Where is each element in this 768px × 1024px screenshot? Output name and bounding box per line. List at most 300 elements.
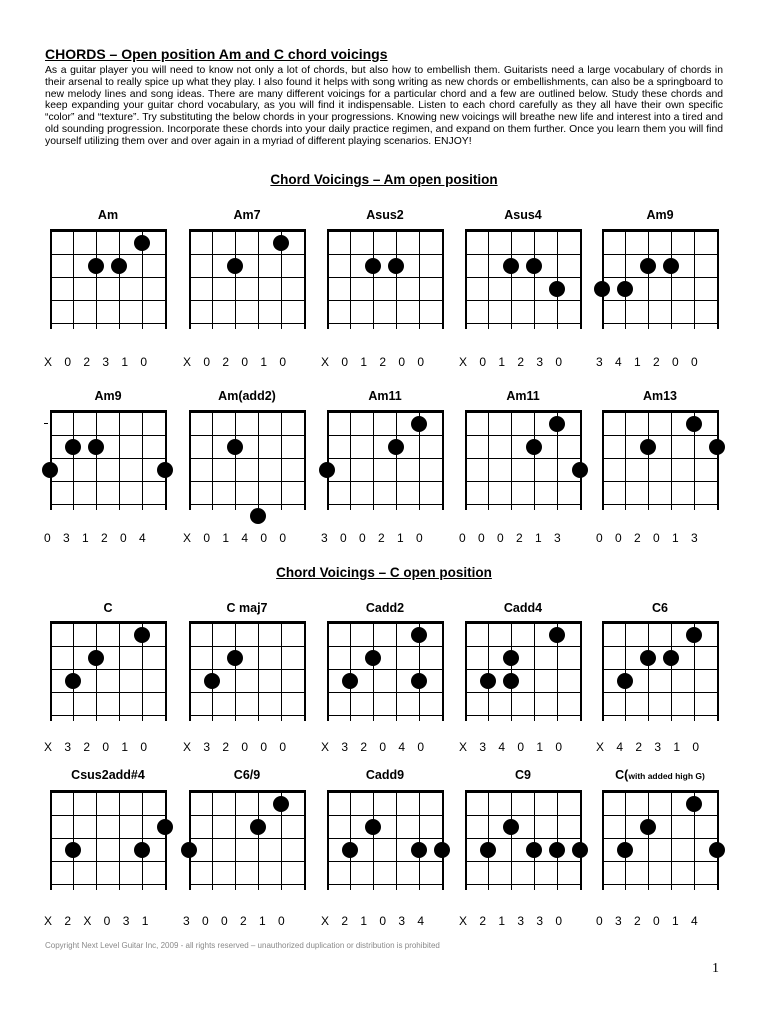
finger-dot — [686, 796, 702, 812]
finger-dot — [134, 842, 150, 858]
nut — [465, 621, 581, 624]
string-line — [235, 621, 236, 721]
chord-diagram — [189, 621, 305, 721]
fret-line — [50, 669, 166, 670]
finger-dot — [503, 673, 519, 689]
string-line — [557, 790, 558, 890]
string-line — [534, 410, 535, 510]
fret-line — [327, 861, 443, 862]
fingering-label: 0 0 0 2 1 3 — [459, 531, 561, 545]
nut — [465, 410, 581, 413]
finger-dot — [273, 796, 289, 812]
fingering-label: X 3 2 0 0 0 — [183, 740, 287, 754]
chord-name — [585, 208, 735, 222]
fret-line — [327, 481, 443, 482]
fret-line — [50, 504, 166, 505]
chord-name — [310, 768, 460, 782]
fret-line — [602, 815, 718, 816]
fret-line — [602, 838, 718, 839]
fret-line — [465, 884, 581, 885]
fret-line — [465, 435, 581, 436]
string-line — [212, 621, 213, 721]
fret-line — [50, 458, 166, 459]
fret-line — [327, 254, 443, 255]
chord-name-text: Cadd9 — [365, 768, 405, 782]
chord-diagram — [327, 410, 443, 510]
finger-dot — [365, 650, 381, 666]
chord-name — [310, 389, 460, 403]
string-line — [396, 410, 397, 510]
string-line — [189, 621, 191, 721]
chord-diagram — [189, 410, 305, 510]
chord-diagram — [189, 229, 305, 329]
fingering-label: X 3 2 0 4 0 — [321, 740, 425, 754]
fret-line — [50, 254, 166, 255]
string-line — [396, 621, 397, 721]
finger-dot — [686, 416, 702, 432]
string-line — [625, 229, 626, 329]
chord-diagram — [327, 790, 443, 890]
finger-dot — [617, 842, 633, 858]
chord-name — [585, 768, 735, 782]
finger-dot — [503, 650, 519, 666]
chord-name-text: Cadd4 — [503, 601, 543, 615]
fret-line — [189, 692, 305, 693]
chord-name — [33, 601, 183, 615]
chord-name — [172, 389, 322, 403]
string-line — [350, 621, 351, 721]
fret-line — [465, 861, 581, 862]
fret-line — [327, 300, 443, 301]
fret-line — [327, 323, 443, 324]
chord-diagram — [602, 410, 718, 510]
fret-line — [50, 300, 166, 301]
finger-dot — [250, 508, 266, 524]
chord-name-text: Asus4 — [504, 208, 542, 222]
fret-line — [602, 458, 718, 459]
fret-line — [50, 715, 166, 716]
fingering-label: X 2 1 3 3 0 — [459, 914, 563, 928]
string-line — [304, 410, 306, 510]
finger-dot — [640, 819, 656, 835]
fingering-label: X 0 2 3 1 0 — [44, 355, 148, 369]
string-line — [511, 410, 512, 510]
chord-diagram — [189, 790, 305, 890]
finger-dot — [204, 673, 220, 689]
finger-dot — [365, 819, 381, 835]
fret-line — [327, 715, 443, 716]
finger-dot — [572, 842, 588, 858]
string-line — [165, 229, 167, 329]
string-line — [304, 229, 306, 329]
fret-line — [189, 323, 305, 324]
fret-line — [327, 838, 443, 839]
fingering-label: X 2 1 0 3 4 — [321, 914, 425, 928]
string-line — [534, 621, 535, 721]
fret-line — [189, 300, 305, 301]
string-line — [534, 229, 535, 329]
fret-line — [602, 692, 718, 693]
string-line — [511, 621, 512, 721]
string-line — [602, 229, 604, 329]
fingering-label: 0 0 2 0 1 3 — [596, 531, 698, 545]
string-line — [419, 790, 420, 890]
string-line — [648, 790, 649, 890]
fret-line — [189, 254, 305, 255]
string-line — [419, 229, 420, 329]
chord-name — [310, 208, 460, 222]
string-line — [625, 621, 626, 721]
string-line — [625, 790, 626, 890]
string-line — [189, 410, 191, 510]
fret-line — [602, 277, 718, 278]
fret-line — [189, 815, 305, 816]
string-line — [580, 790, 582, 890]
fret-line — [327, 669, 443, 670]
chord-name-text: C6 — [652, 601, 668, 615]
finger-dot — [411, 627, 427, 643]
string-line — [465, 621, 467, 721]
finger-dot — [319, 462, 335, 478]
string-line — [212, 410, 213, 510]
chord-name-text: C — [103, 601, 113, 615]
chord-name-text: Am9 — [646, 208, 674, 222]
string-line — [442, 410, 444, 510]
finger-dot — [480, 673, 496, 689]
fret-line — [465, 254, 581, 255]
string-line — [580, 410, 582, 510]
chord-name — [310, 601, 460, 615]
fret-line — [50, 861, 166, 862]
string-line — [142, 790, 143, 890]
string-line — [165, 410, 167, 510]
fret-line — [50, 323, 166, 324]
finger-dot — [480, 842, 496, 858]
chord-name — [448, 208, 598, 222]
fingering-label: X 0 1 4 0 0 — [183, 531, 287, 545]
nut — [327, 410, 443, 413]
string-line — [488, 229, 489, 329]
fret-line — [602, 669, 718, 670]
string-line — [442, 621, 444, 721]
fret-line — [327, 277, 443, 278]
finger-dot — [273, 235, 289, 251]
chord-diagram — [327, 621, 443, 721]
fret-line — [465, 277, 581, 278]
string-line — [119, 790, 120, 890]
finger-dot — [227, 650, 243, 666]
string-line — [557, 229, 558, 329]
chord-name — [172, 768, 322, 782]
nut — [465, 229, 581, 232]
finger-dot — [88, 258, 104, 274]
finger-dot — [572, 462, 588, 478]
fingering-label: X 4 2 3 1 0 — [596, 740, 700, 754]
string-line — [625, 410, 626, 510]
finger-dot — [342, 673, 358, 689]
string-line — [671, 229, 672, 329]
finger-dot — [549, 627, 565, 643]
finger-dot — [411, 416, 427, 432]
string-line — [50, 229, 52, 329]
string-line — [119, 410, 120, 510]
finger-dot — [549, 281, 565, 297]
string-line — [511, 790, 512, 890]
fret-line — [602, 646, 718, 647]
fret-line — [50, 838, 166, 839]
fret-line — [327, 435, 443, 436]
string-line — [50, 790, 52, 890]
page-number: 1 — [712, 961, 719, 976]
finger-dot — [250, 819, 266, 835]
fret-line — [327, 884, 443, 885]
section-heading-am: Chord Voicings – Am open position — [270, 172, 498, 187]
fret-line — [465, 815, 581, 816]
chord-name — [585, 601, 735, 615]
string-line — [465, 410, 467, 510]
chord-name-suffix: with added high G) — [628, 771, 705, 781]
nut — [602, 621, 718, 624]
nut — [602, 410, 718, 413]
fingering-label: 3 4 1 2 0 0 — [596, 355, 698, 369]
fret-line — [602, 861, 718, 862]
fret-line — [602, 323, 718, 324]
finger-dot — [526, 258, 542, 274]
finger-dot — [181, 842, 197, 858]
fret-line — [50, 884, 166, 885]
string-line — [212, 229, 213, 329]
string-line — [96, 621, 97, 721]
fingering-label: X 3 4 0 1 0 — [459, 740, 563, 754]
nut — [602, 790, 718, 793]
string-line — [442, 229, 444, 329]
fret-line — [465, 481, 581, 482]
finger-dot — [549, 416, 565, 432]
finger-dot — [88, 650, 104, 666]
finger-dot — [388, 439, 404, 455]
finger-dot — [227, 439, 243, 455]
string-line — [373, 790, 374, 890]
string-line — [602, 621, 604, 721]
nut — [50, 410, 166, 413]
finger-dot — [434, 842, 450, 858]
chord-diagram — [602, 621, 718, 721]
fingering-label: 3 0 0 2 1 0 — [321, 531, 423, 545]
string-line — [717, 790, 719, 890]
string-line — [671, 410, 672, 510]
fret-line — [327, 692, 443, 693]
finger-dot — [411, 673, 427, 689]
nut — [50, 229, 166, 232]
string-line — [50, 621, 52, 721]
fingering-label: X 0 2 0 1 0 — [183, 355, 287, 369]
finger-dot — [640, 258, 656, 274]
string-line — [73, 410, 74, 510]
chord-name-text: Am9 — [94, 389, 122, 403]
finger-dot — [549, 842, 565, 858]
chord-name — [172, 208, 322, 222]
string-line — [235, 790, 236, 890]
fret-line — [189, 884, 305, 885]
string-line — [671, 790, 672, 890]
string-line — [534, 790, 535, 890]
chord-name-text: Cadd2 — [365, 601, 405, 615]
string-line — [350, 410, 351, 510]
nut — [189, 621, 305, 624]
chord-diagram — [50, 621, 166, 721]
string-line — [327, 410, 329, 510]
finger-dot — [134, 235, 150, 251]
string-line — [511, 229, 512, 329]
finger-dot — [663, 258, 679, 274]
string-line — [327, 229, 329, 329]
chord-diagram — [50, 790, 166, 890]
string-line — [258, 790, 259, 890]
finger-dot — [157, 819, 173, 835]
chord-name-text: C6/9 — [233, 768, 261, 782]
string-line — [212, 790, 213, 890]
finger-dot — [503, 819, 519, 835]
string-line — [96, 790, 97, 890]
fret-line — [189, 861, 305, 862]
chord-name — [33, 389, 183, 403]
chord-name-text: C maj7 — [226, 601, 268, 615]
finger-dot — [65, 673, 81, 689]
string-line — [96, 410, 97, 510]
string-line — [373, 229, 374, 329]
string-line — [465, 790, 467, 890]
string-line — [717, 229, 719, 329]
string-line — [396, 229, 397, 329]
string-line — [258, 410, 259, 510]
fret-line — [50, 481, 166, 482]
finger-dot — [709, 842, 725, 858]
nut — [50, 621, 166, 624]
finger-dot — [134, 627, 150, 643]
fret-line — [465, 838, 581, 839]
string-line — [717, 410, 719, 510]
fingering-label: 0 3 1 2 0 4 — [44, 531, 146, 545]
chord-diagram — [50, 410, 166, 510]
finger-dot — [65, 439, 81, 455]
fret-line — [50, 435, 166, 436]
string-line — [602, 790, 604, 890]
string-line — [648, 229, 649, 329]
chord-name — [33, 768, 183, 782]
finger-dot — [342, 842, 358, 858]
string-line — [50, 410, 52, 510]
chord-name-text: Am — [97, 208, 119, 222]
fingering-label: X 0 1 2 3 0 — [459, 355, 563, 369]
fret-line — [602, 300, 718, 301]
string-line — [442, 790, 444, 890]
string-line — [304, 621, 306, 721]
chord-name — [33, 208, 183, 222]
string-line — [96, 229, 97, 329]
string-line — [142, 410, 143, 510]
fret-line — [189, 277, 305, 278]
finger-dot — [365, 258, 381, 274]
chord-name-text: Asus2 — [366, 208, 404, 222]
intro-paragraph: As a guitar player you will need to know not only a lot of chords, but also how to embellish them. Guitarists need a large vocabulary of chords in their arsenal to really spice up what they play. I also found it helps with song writing as new chords or embellishments, can also be a springboard to new melody lines and song ideas. There are many different voicings for a particular chord and a few are outlined below. Study these chords and keep expanding your guitar chord vocabulary, as you will find it indispensable. Listen to each chord carefully as they all have their own specific “color” and “texture”. Try substituting the below chords in your progressions. Knowing new voicings will breathe new life and interest into a tired and old sounding progression. Incorporate these chords into your daily practice regimen, and expand on them further. Once you learn them you will find yourself utilizing them over and over again in a myriad of different playing scenarios. ENJOY! — [45, 65, 723, 147]
chord-name — [448, 389, 598, 403]
fret-line — [465, 323, 581, 324]
finger-dot — [663, 650, 679, 666]
fret-line — [465, 458, 581, 459]
string-line — [281, 410, 282, 510]
finger-dot — [526, 842, 542, 858]
fret-line — [465, 715, 581, 716]
string-line — [717, 621, 719, 721]
chord-diagram — [327, 229, 443, 329]
string-line — [648, 621, 649, 721]
finger-dot — [227, 258, 243, 274]
finger-dot — [640, 439, 656, 455]
string-line — [488, 790, 489, 890]
chord-name-text: C9 — [515, 768, 531, 782]
finger-dot — [503, 258, 519, 274]
chord-name-text: Am11 — [506, 389, 540, 403]
chord-name — [448, 601, 598, 615]
finger-dot — [65, 842, 81, 858]
nut — [465, 790, 581, 793]
string-line — [258, 229, 259, 329]
string-line — [119, 621, 120, 721]
fingering-label: X 0 1 2 0 0 — [321, 355, 425, 369]
fret-line — [602, 884, 718, 885]
fingering-label: X 2 X 0 3 1 — [44, 914, 149, 928]
string-line — [694, 229, 695, 329]
string-line — [73, 790, 74, 890]
finger-dot — [526, 439, 542, 455]
fret-line — [189, 669, 305, 670]
chord-name — [172, 601, 322, 615]
nut — [327, 790, 443, 793]
chord-name-text: Am11 — [368, 389, 402, 403]
string-line — [488, 410, 489, 510]
fret-line — [189, 646, 305, 647]
margin-mark — [44, 423, 48, 424]
fingering-label: 3 0 0 2 1 0 — [183, 914, 285, 928]
finger-dot — [617, 673, 633, 689]
fret-line — [189, 838, 305, 839]
finger-dot — [640, 650, 656, 666]
fret-line — [465, 669, 581, 670]
fret-line — [602, 715, 718, 716]
string-line — [189, 229, 191, 329]
chord-diagram — [465, 229, 581, 329]
finger-dot — [709, 439, 725, 455]
fret-line — [465, 504, 581, 505]
string-line — [465, 229, 467, 329]
chord-name-text: Csus2add#4 — [71, 768, 145, 782]
fret-line — [602, 254, 718, 255]
fret-line — [50, 692, 166, 693]
fret-line — [50, 277, 166, 278]
string-line — [235, 410, 236, 510]
fret-line — [189, 435, 305, 436]
page-title: CHORDS – Open position Am and C chord voicings — [45, 46, 388, 62]
fret-line — [465, 300, 581, 301]
finger-dot — [594, 281, 610, 297]
fret-line — [602, 435, 718, 436]
fret-line — [189, 504, 305, 505]
string-line — [327, 790, 329, 890]
string-line — [396, 790, 397, 890]
chord-diagram — [465, 410, 581, 510]
fingering-label: X 3 2 0 1 0 — [44, 740, 148, 754]
string-line — [165, 790, 167, 890]
